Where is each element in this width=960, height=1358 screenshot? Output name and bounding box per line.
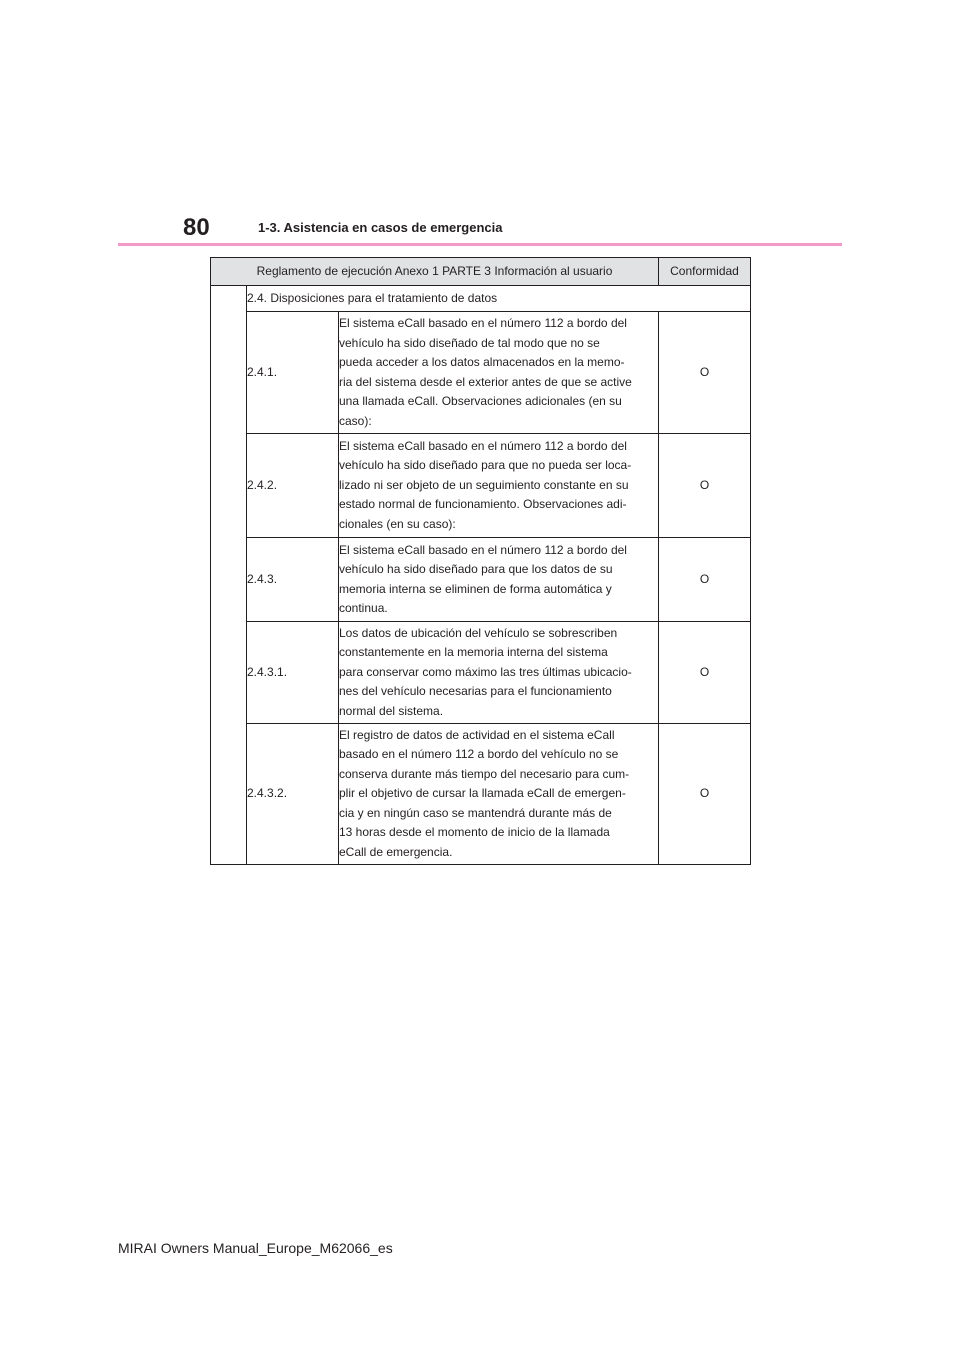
text-line: El sistema eCall basado en el número 112 a bordo del [339, 542, 627, 557]
item-conformity: O [659, 724, 751, 865]
text-line: conserva durante más tiempo del necesario para cum- [339, 766, 630, 781]
item-number: 2.4.3. [247, 538, 339, 622]
text-line: una llamada eCall. Observaciones adicionales (en su [339, 394, 622, 408]
text-line: basado en el número 112 a bordo del vehículo no se [339, 747, 619, 762]
column-header-conformity: Conformidad [659, 258, 751, 286]
table-row [211, 538, 751, 622]
subsection-title: 2.4. Disposiciones para el tratamiento de datos [247, 286, 751, 312]
item-number: 2.4.1. [247, 312, 339, 434]
text-line: El sistema eCall basado en el número 112 a bordo del [339, 438, 627, 453]
text-line: eCall de emergencia. [339, 844, 453, 859]
table-row [211, 724, 751, 865]
text-line: 13 horas desde el momento de inicio de la llamada [339, 825, 610, 840]
text-line: normal del sistema. [339, 703, 444, 718]
text-line: constantemente en la memoria interna del sistema [339, 645, 608, 660]
item-description [339, 622, 659, 724]
item-number: 2.4.3.1. [247, 622, 339, 724]
text-line: vehículo ha sido diseñado para que los datos de su [339, 562, 613, 576]
text-line: pueda acceder a los datos almacenados en la memo- [339, 355, 625, 369]
text-line: cionales (en su caso): [339, 516, 456, 531]
item-description [339, 724, 659, 865]
regulation-table [210, 257, 751, 865]
text-line: estado normal de funcionamiento. Observaciones adi- [339, 497, 627, 512]
text-line: memoria interna se eliminen de forma automática y [339, 581, 612, 596]
text-line: para conservar como máximo las tres últimas ubicacio- [339, 664, 632, 679]
column-header-regulation: Reglamento de ejecución Anexo 1 PARTE 3 Información al usuario [211, 258, 659, 286]
item-description [339, 312, 659, 434]
text-line: nes del vehículo necesarias para el funcionamiento [339, 684, 612, 699]
text-line: continua. [339, 601, 388, 615]
section-title: 1-3. Asistencia en casos de emergencia [258, 220, 503, 235]
footer-manual-name: MIRAI Owners Manual_Europe_M62066_es [118, 1240, 393, 1256]
table-row [211, 434, 751, 538]
item-number: 2.4.2. [247, 434, 339, 538]
table-row [211, 622, 751, 724]
text-line: El registro de datos de actividad en el sistema eCall [339, 727, 615, 742]
item-number: 2.4.3.2. [247, 724, 339, 865]
text-line: cia y en ningún caso se mantendrá durante más de [339, 805, 612, 820]
header-divider [118, 243, 842, 246]
table-row [211, 312, 751, 434]
text-line: vehículo ha sido diseñado de tal modo que no se [339, 335, 600, 350]
item-conformity: O [659, 622, 751, 724]
subsection-row [211, 286, 751, 312]
text-line: plir el objetivo de cursar la llamada eCall de emergen- [339, 786, 626, 801]
text-line: Los datos de ubicación del vehículo se sobrescriben [339, 625, 618, 640]
item-description [339, 538, 659, 622]
text-line: caso): [339, 413, 372, 428]
indent-cell [211, 286, 247, 865]
page-number: 80 [183, 214, 210, 241]
text-line: ria del sistema desde el exterior antes de que se active [339, 374, 632, 389]
item-conformity: O [659, 538, 751, 622]
table-header-row [211, 258, 751, 286]
item-description [339, 434, 659, 538]
item-conformity: O [659, 434, 751, 538]
text-line: lizado ni ser objeto de un seguimiento constante en su [339, 477, 629, 492]
text-line: El sistema eCall basado en el número 112 a bordo del [339, 316, 627, 330]
item-conformity: O [659, 312, 751, 434]
text-line: vehículo ha sido diseñado para que no pueda ser loca- [339, 458, 632, 473]
